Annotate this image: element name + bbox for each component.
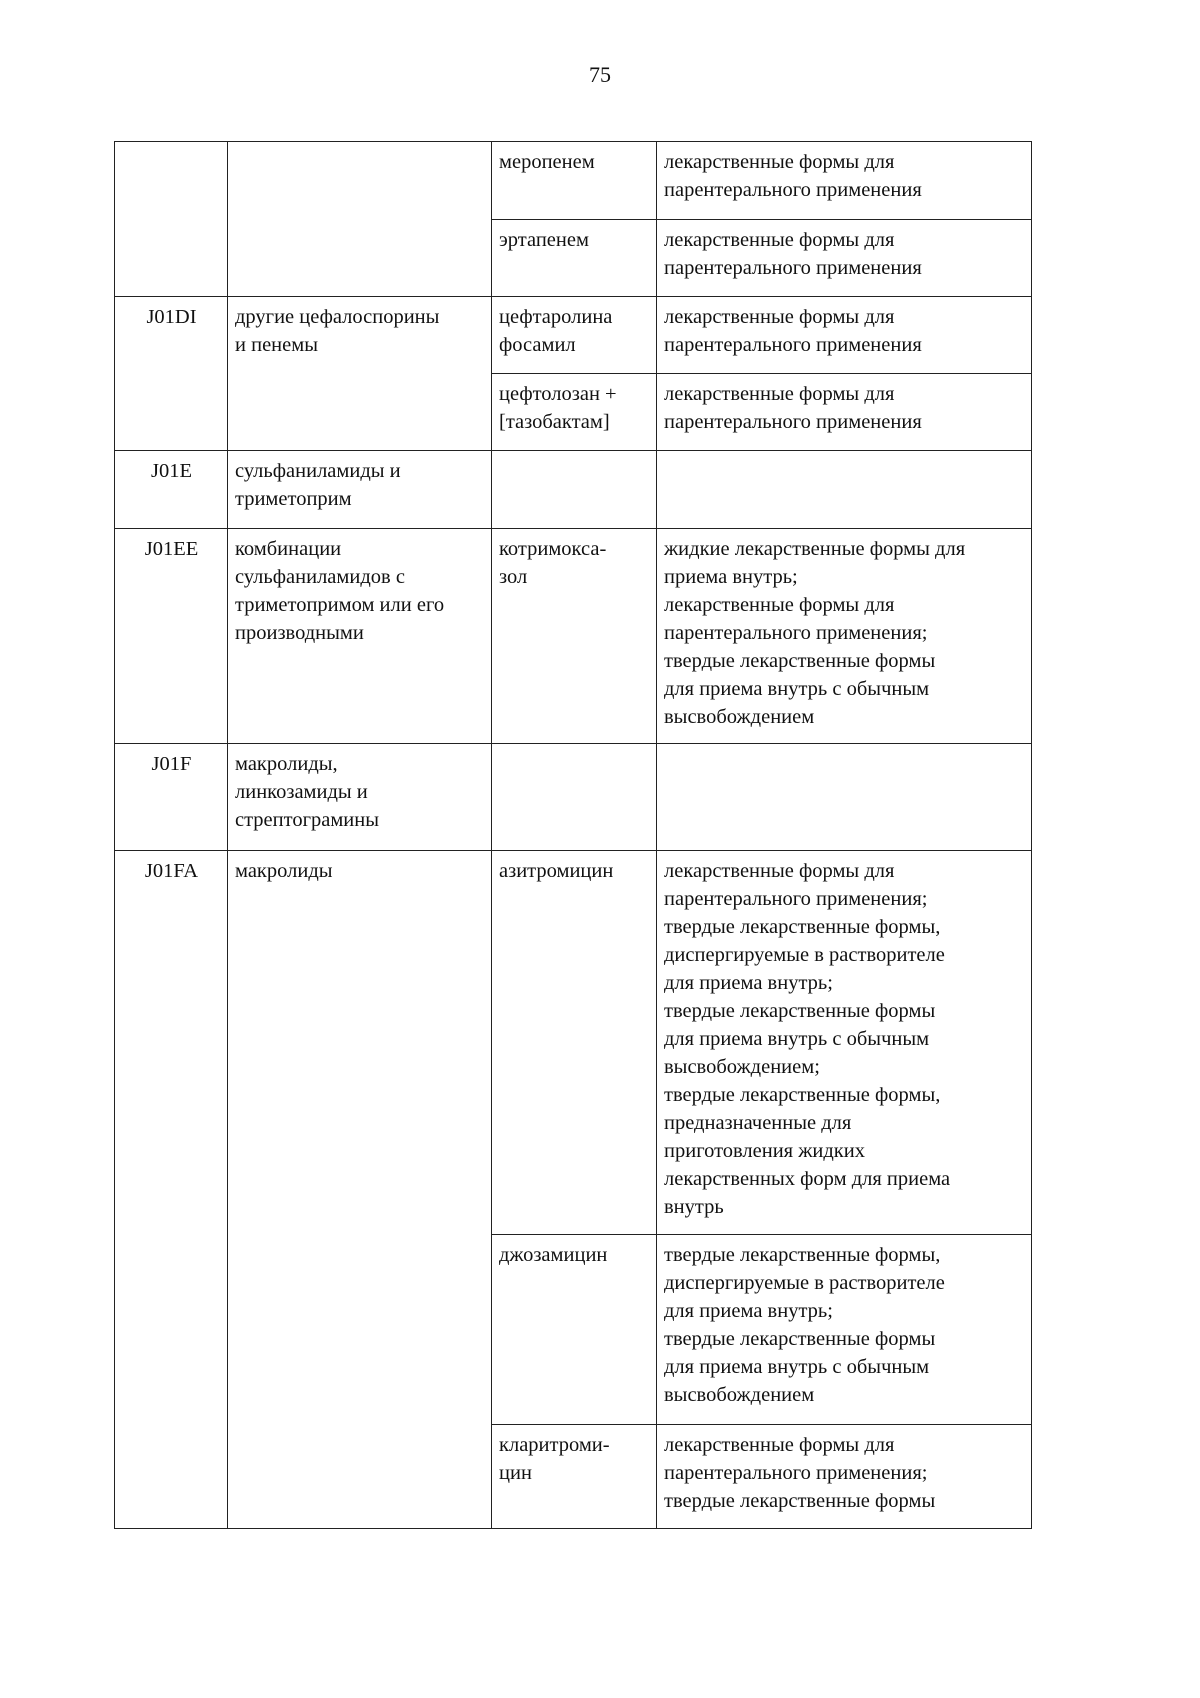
table-row: [115, 451, 1032, 529]
dosage-form-cell: лекарственные формы для парентерального применения; твердые лекарственные формы, диспергируемые в растворителе для приема внутрь; твердые лекарственные формы для приема внутрь с обычным высвобождением; твердые лекарственные формы, предназначенные для приготовления жидких лекарственных форм для приема внутрь: [657, 851, 1032, 1235]
dosage-form-cell: лекарственные формы для парентерального применения: [657, 297, 1032, 374]
atc-code-cell: J01DI: [115, 297, 228, 451]
atc-code-cell: J01E: [115, 451, 228, 529]
drug-name-cell: цефтаролина фосамил: [492, 297, 657, 374]
dosage-form-cell: лекарственные формы для парентерального применения: [657, 374, 1032, 451]
group-cell: [228, 142, 492, 297]
table-row: [115, 297, 1032, 374]
table-row: [115, 851, 1032, 1235]
group-name-cell: сульфаниламиды и триметоприм: [228, 451, 492, 529]
drug-name-cell: [492, 744, 657, 851]
group-name-cell: макролиды: [228, 851, 492, 1529]
dosage-form-cell: [657, 744, 1032, 851]
dosage-form-cell: [657, 451, 1032, 529]
group-name-cell: комбинации сульфаниламидов с триметопримом или его производными: [228, 529, 492, 744]
drug-name-cell: эртапенем: [492, 220, 657, 297]
dosage-form-cell: лекарственные формы для парентерального применения: [657, 142, 1032, 220]
atc-code-cell: J01EE: [115, 529, 228, 744]
table-row: [115, 744, 1032, 851]
drug-name-cell: меропенем: [492, 142, 657, 220]
group-name-cell: другие цефалоспорины и пенемы: [228, 297, 492, 451]
drug-name-cell: [492, 451, 657, 529]
dosage-form-cell: твердые лекарственные формы, диспергируемые в растворителе для приема внутрь; твердые лекарственные формы для приема внутрь с обычным высвобождением: [657, 1235, 1032, 1425]
drug-name-cell: котримокса- зол: [492, 529, 657, 744]
page-number: 75: [589, 62, 611, 87]
code-cell: [115, 142, 228, 297]
drug-name-cell: кларитроми- цин: [492, 1425, 657, 1529]
dosage-form-cell: жидкие лекарственные формы для приема внутрь; лекарственные формы для парентерального применения; твердые лекарственные формы для приема внутрь с обычным высвобождением: [657, 529, 1032, 744]
group-name-cell: макролиды, линкозамиды и стрептограмины: [228, 744, 492, 851]
drug-name-cell: джозамицин: [492, 1235, 657, 1425]
drug-name-cell: цефтолозан + [тазобактам]: [492, 374, 657, 451]
table-row: [115, 142, 1032, 220]
drug-table: [114, 141, 1032, 1529]
drug-name-cell: азитромицин: [492, 851, 657, 1235]
dosage-form-cell: лекарственные формы для парентерального применения: [657, 220, 1032, 297]
table-row: [115, 529, 1032, 744]
atc-code-cell: J01F: [115, 744, 228, 851]
atc-code-cell: J01FA: [115, 851, 228, 1529]
dosage-form-cell: лекарственные формы для парентерального применения; твердые лекарственные формы: [657, 1425, 1032, 1529]
